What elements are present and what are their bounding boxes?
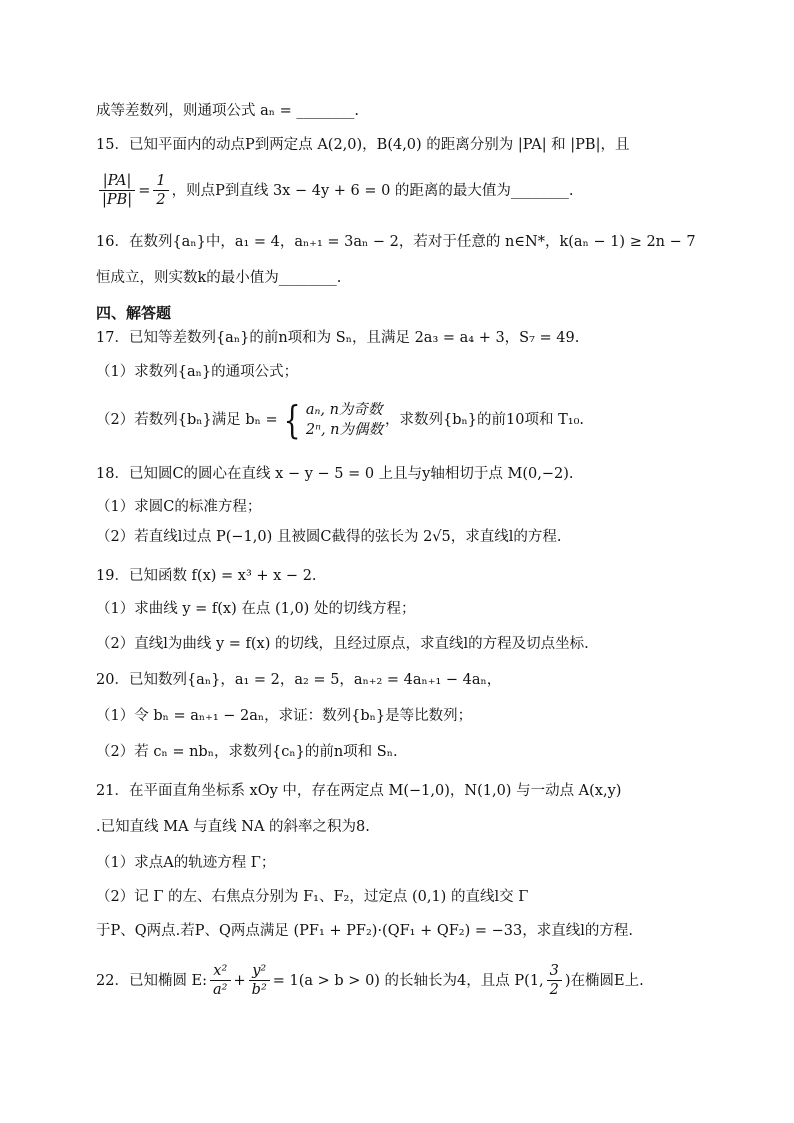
- q16-line1: 16．在数列{aₙ}中，a₁ = 4，aₙ₊₁ = 3aₙ − 2，若对于任意的 n∈N*，k(aₙ − 1) ≥ 2n − 7: [96, 234, 696, 250]
- plus-sign: +: [233, 972, 246, 989]
- case-odd: aₙ, n为奇数: [305, 402, 383, 418]
- fraction-three-halves: [547, 962, 562, 999]
- q18-part2: （2）若直线l过点 P(−1,0) 且被圆C截得的弦长为 2√5，求直线l的方程.: [96, 529, 562, 545]
- q21-part2: （2）记 Γ 的左、右焦点分别为 F₁、F₂，过定点 (0,1) 的直线l交 Γ: [96, 889, 529, 905]
- q19-part1: （1）求曲线 y = f(x) 在点 (1,0) 处的切线方程；: [96, 601, 416, 617]
- q19-part2: （2）直线l为曲线 y = f(x) 的切线，且经过原点，求直线l的方程及切点坐标.: [96, 636, 589, 652]
- equals-sign: =: [138, 182, 151, 199]
- piecewise-definition: [280, 400, 383, 440]
- q18-part1: （1）求圆C的标准方程；: [96, 499, 262, 515]
- fraction-denominator: 2: [549, 982, 559, 998]
- q18-stem: 18．已知圆C的圆心在直线 x − y − 5 = 0 上且与y轴相切于点 M(0,−2).: [96, 466, 574, 482]
- fraction-denominator: a²: [213, 982, 228, 998]
- q19-stem: 19．已知函数 f(x) = x³ + x − 2.: [96, 568, 317, 584]
- fraction-denominator: |PB|: [102, 192, 133, 208]
- q17-part2: [96, 400, 584, 440]
- fraction-one-half: [153, 172, 168, 209]
- q16-line2: 恒成立，则实数k的最小值为________.: [96, 270, 342, 286]
- case-even: 2ⁿ, n为偶数: [305, 422, 384, 438]
- point-open: (1,: [524, 972, 544, 989]
- fraction-numerator: y²: [249, 962, 270, 981]
- fraction-pa-over-pb: [99, 172, 135, 209]
- q14-continuation: 成等差数列，则通项公式 aₙ = ________.: [96, 103, 360, 119]
- point-close: ): [564, 972, 571, 989]
- q20-part2: （2）若 cₙ = nbₙ，求数列{cₙ}的前n项和 Sₙ.: [96, 744, 398, 760]
- section-heading: 四、解答题: [96, 304, 172, 322]
- q21-stem-line1: 21．在平面直角坐标系 xOy 中，存在两定点 M(−1,0)，N(1,0) 与一动点 A(x,y): [96, 783, 622, 799]
- q20-stem: 20．已知数列{aₙ}，a₁ = 2，a₂ = 5，aₙ₊₂ = 4aₙ₊₁ − 4aₙ，: [96, 672, 502, 688]
- q22-post: 在椭圆E上.: [570, 972, 644, 989]
- fraction-x2-over-a2: [210, 962, 230, 999]
- q22-pre: 22．已知椭圆 E:: [96, 972, 208, 989]
- fraction-denominator: 2: [156, 192, 166, 208]
- q22-mid: = 1(a > b > 0) 的长轴长为4，且点 P: [272, 972, 525, 989]
- q17-part2-pre: （2）若数列{bₙ}满足 bₙ =: [96, 412, 278, 428]
- q17-part1: （1）求数列{aₙ}的通项公式；: [96, 364, 299, 380]
- fraction-denominator: b²: [251, 982, 267, 998]
- q15-line1: 15．已知平面内的动点P到两定点 A(2,0)，B(4,0) 的距离分别为 |PA| 和 |PB|，且: [96, 137, 630, 153]
- fraction-numerator: |PA|: [99, 172, 135, 191]
- fraction-numerator: x²: [210, 962, 230, 981]
- q21-part1: （1）求点A的轨迹方程 Γ；: [96, 855, 276, 871]
- q20-part1: （1）令 bₙ = aₙ₊₁ − 2aₙ，求证：数列{bₙ}是等比数列；: [96, 708, 473, 724]
- fraction-numerator: 3: [547, 962, 562, 981]
- q15-line2: [96, 172, 574, 209]
- left-brace-icon: {: [283, 398, 301, 442]
- fraction-y2-over-b2: [249, 962, 270, 999]
- q22-stem: [96, 962, 644, 999]
- q21-part2-cont: 于P、Q两点.若P、Q两点满足 (PF₁ + PF₂)·(QF₁ + QF₂) = −33，求直线l的方程.: [96, 923, 633, 939]
- q15-line2-text: ，则点P到直线 3x − 4y + 6 = 0 的距离的最大值为________.: [171, 182, 574, 199]
- piecewise-cases: [306, 400, 383, 440]
- q21-stem-line2: .已知直线 MA 与直线 NA 的斜率之积为8.: [96, 819, 370, 835]
- q17-stem: 17．已知等差数列{aₙ}的前n项和为 Sₙ，且满足 2a₃ = a₄ + 3，S₇ = 49.: [96, 330, 580, 346]
- fraction-numerator: 1: [153, 172, 168, 191]
- q17-part2-post: ，求数列{bₙ}的前10项和 T₁₀.: [385, 412, 584, 428]
